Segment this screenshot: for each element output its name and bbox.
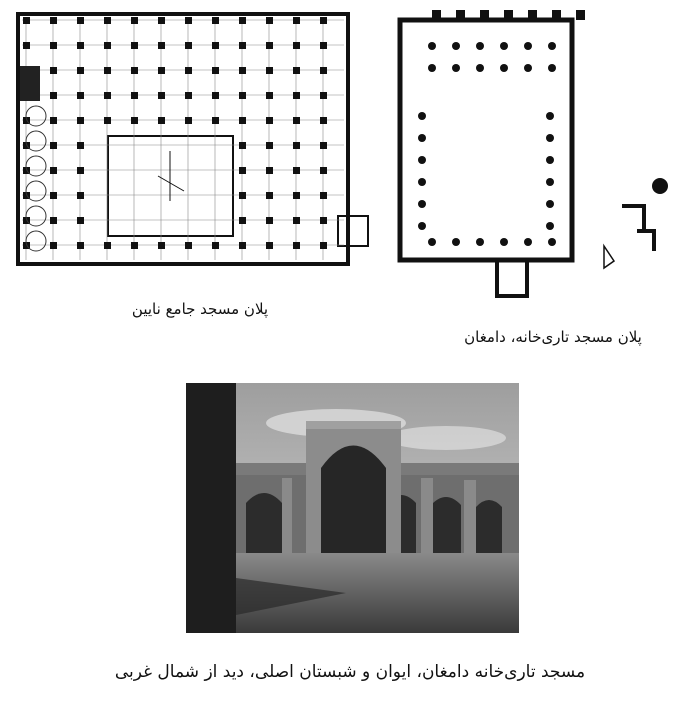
pier (131, 117, 138, 124)
pier (104, 117, 111, 124)
pier (50, 142, 57, 149)
pier (239, 242, 246, 249)
pier (50, 42, 57, 49)
plan-damghan-mosque-figure (382, 6, 694, 298)
pier (239, 92, 246, 99)
pier (239, 217, 246, 224)
pier (50, 67, 57, 74)
column (548, 42, 556, 50)
damghan-plan-drawing (400, 10, 668, 296)
pier (320, 217, 327, 224)
pier (293, 67, 300, 74)
pier (212, 67, 219, 74)
column (418, 134, 426, 142)
column (428, 42, 436, 50)
pier (104, 242, 111, 249)
column (546, 200, 554, 208)
column (548, 238, 556, 246)
pier (266, 242, 273, 249)
pier (131, 92, 138, 99)
column (418, 112, 426, 120)
column (452, 238, 460, 246)
column (546, 156, 554, 164)
pier (266, 167, 273, 174)
column (452, 64, 460, 72)
pier (158, 117, 165, 124)
pier (293, 167, 300, 174)
pier (212, 242, 219, 249)
pier (50, 192, 57, 199)
pier (320, 42, 327, 49)
buttress (552, 10, 561, 20)
pier (131, 242, 138, 249)
pier (266, 42, 273, 49)
pier (158, 17, 165, 24)
pier (77, 242, 84, 249)
buttress (528, 10, 537, 20)
photo-caption: مسجد تاری‌خانه دامغان، ایوان و شبستان اصلی، دید از شمال غربی (114, 662, 586, 682)
pier (266, 92, 273, 99)
pier (77, 42, 84, 49)
column (418, 222, 426, 230)
pier (239, 192, 246, 199)
pier (104, 92, 111, 99)
pier (77, 142, 84, 149)
column (476, 238, 484, 246)
dome-circle (26, 206, 46, 226)
pier (293, 17, 300, 24)
dome-circle (26, 231, 46, 251)
pier (158, 92, 165, 99)
pier (320, 242, 327, 249)
pier (266, 17, 273, 24)
pier (239, 17, 246, 24)
pier (266, 217, 273, 224)
pier (320, 167, 327, 174)
dome-circle (26, 156, 46, 176)
pier (293, 142, 300, 149)
pier (131, 17, 138, 24)
column (524, 238, 532, 246)
dome-circle (26, 181, 46, 201)
pier (293, 217, 300, 224)
pier (239, 142, 246, 149)
column (500, 42, 508, 50)
pier (266, 67, 273, 74)
triangle-mark (604, 246, 614, 268)
pier (293, 42, 300, 49)
column (428, 238, 436, 246)
pier (320, 142, 327, 149)
pier (158, 242, 165, 249)
pier (50, 217, 57, 224)
pier (185, 67, 192, 74)
pier (104, 17, 111, 24)
pier (158, 67, 165, 74)
entrance-porch (497, 260, 527, 296)
buttress (576, 10, 585, 20)
pier (77, 92, 84, 99)
column (524, 42, 532, 50)
column (418, 178, 426, 186)
pier (185, 117, 192, 124)
column (418, 156, 426, 164)
pier (77, 117, 84, 124)
pier (239, 42, 246, 49)
buttress (456, 10, 465, 20)
column (546, 134, 554, 142)
plan-damghan-caption: پلان مسجد تاری‌خانه، دامغان (464, 328, 642, 346)
column (548, 64, 556, 72)
pier (77, 192, 84, 199)
pier (50, 17, 57, 24)
pier (320, 192, 327, 199)
pier (77, 67, 84, 74)
mihrab-block (20, 66, 40, 101)
pier (320, 92, 327, 99)
pier (50, 167, 57, 174)
pier (266, 192, 273, 199)
pier (320, 117, 327, 124)
pier (212, 42, 219, 49)
buttress (480, 10, 489, 20)
pier (158, 42, 165, 49)
pier (50, 117, 57, 124)
pier (23, 17, 30, 24)
tarikhaneh-photo (186, 383, 519, 633)
pier (50, 242, 57, 249)
pier (131, 67, 138, 74)
plan-nain-caption: پلان مسجد جامع نایین (131, 300, 269, 318)
pier (212, 117, 219, 124)
pier (77, 17, 84, 24)
dome-circle (26, 131, 46, 151)
column (524, 64, 532, 72)
pier (320, 67, 327, 74)
pier (77, 217, 84, 224)
buttress (432, 10, 441, 20)
column (500, 238, 508, 246)
pier (266, 142, 273, 149)
pier (50, 92, 57, 99)
pier (77, 167, 84, 174)
side-walls (622, 206, 654, 251)
pier (293, 117, 300, 124)
pier (239, 117, 246, 124)
outer-wall (400, 20, 572, 260)
pier (131, 42, 138, 49)
pier (293, 92, 300, 99)
column (418, 200, 426, 208)
pier (185, 17, 192, 24)
pier (320, 17, 327, 24)
column (428, 64, 436, 72)
annex (338, 216, 368, 246)
pier (293, 242, 300, 249)
plan-nain-mosque-figure (8, 6, 370, 278)
column (500, 64, 508, 72)
pier (293, 192, 300, 199)
pier (239, 167, 246, 174)
iwan (306, 421, 401, 553)
pier (185, 92, 192, 99)
minaret-base (652, 178, 668, 194)
dome-circle (26, 106, 46, 126)
column (452, 42, 460, 50)
pier (104, 67, 111, 74)
pier (185, 242, 192, 249)
column (476, 64, 484, 72)
column (476, 42, 484, 50)
pier (185, 42, 192, 49)
nain-plan-drawing (18, 14, 368, 264)
column (546, 112, 554, 120)
courtyard (430, 101, 545, 231)
pier (212, 92, 219, 99)
pier (239, 67, 246, 74)
buttress (504, 10, 513, 20)
column (546, 222, 554, 230)
pier (23, 42, 30, 49)
column (546, 178, 554, 186)
pier (212, 17, 219, 24)
pier (266, 117, 273, 124)
pier (104, 42, 111, 49)
